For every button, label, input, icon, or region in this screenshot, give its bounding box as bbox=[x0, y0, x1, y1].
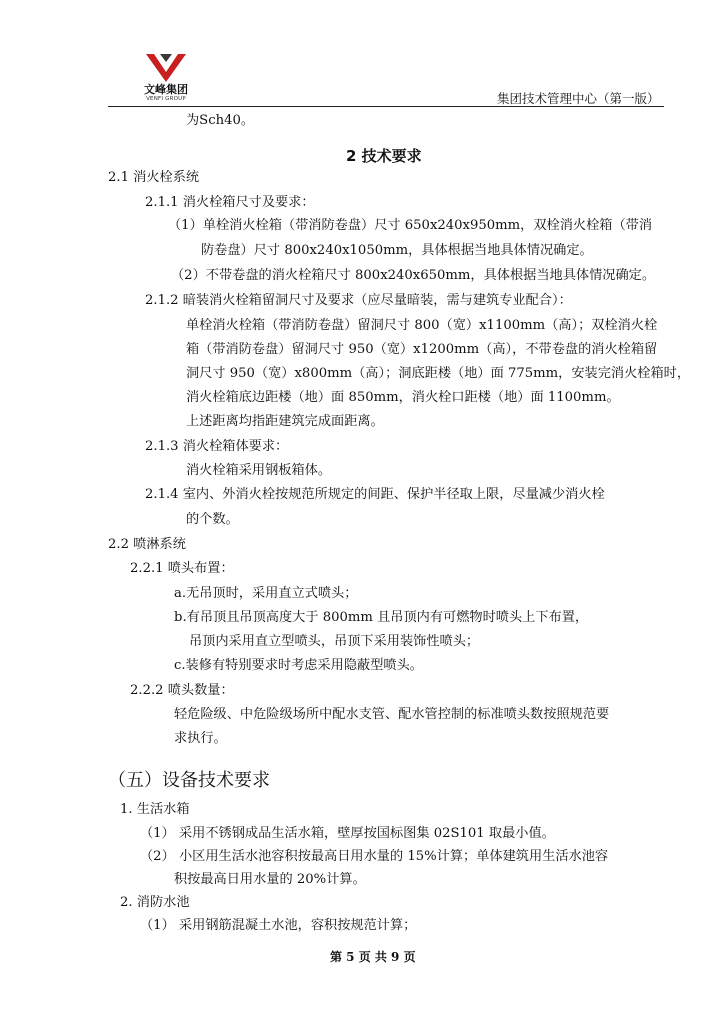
header-divider bbox=[108, 106, 664, 107]
heading-2-2-2: 2.2.2 喷头数量： bbox=[130, 683, 234, 698]
section-title: 2 技术要求 bbox=[346, 147, 422, 165]
logo-mark-icon bbox=[138, 50, 194, 86]
text-line: 吊顶内采用直立型喷头，吊顶下采用装饰性喷头； bbox=[189, 634, 480, 649]
heading-2-1-4: 2.1.4 室内、外消火栓按规范所规定的间距、保护半径取上限，尽量减少消火栓 bbox=[145, 487, 605, 502]
list-heading: 2. 消防水池 bbox=[120, 895, 190, 910]
text-line: 防卷盘）尺寸 800x240x1050mm，具体根据当地具体情况确定。 bbox=[201, 243, 593, 258]
text-line: 积按最高日用水量的 20%计算。 bbox=[174, 872, 366, 887]
text-line: （1）单栓消火栓箱（带消防卷盘）尺寸 650x240x950mm，双栓消火栓箱（带消 bbox=[168, 218, 653, 233]
heading-2-1-1: 2.1.1 消火栓箱尺寸及要求： bbox=[145, 195, 315, 210]
text-line: 消火栓箱采用钢板箱体。 bbox=[186, 463, 332, 478]
text-line: （1） 采用不锈钢成品生活水箱，壁厚按国标图集 02S101 取最小值。 bbox=[140, 826, 555, 841]
logo-text bbox=[138, 84, 194, 103]
text-line: 的个数。 bbox=[186, 512, 239, 527]
text-line: 消火栓箱底边距楼（地）面 850mm，消火栓口距楼（地）面 1100mm。 bbox=[186, 390, 620, 405]
page-number: 第 5 页 共 9 页 bbox=[330, 950, 416, 964]
heading-2-2-1: 2.2.1 喷头布置： bbox=[130, 561, 234, 576]
heading-2-1-2: 2.1.2 暗装消火栓箱留洞尺寸及要求（应尽量暗装，需与建筑专业配合）： bbox=[145, 293, 572, 308]
text-line: c.装修有特别要求时考虑采用隐蔽型喷头。 bbox=[174, 658, 423, 673]
text-line: b.有吊顶且吊顶高度大于 800mm 且吊顶内有可燃物时喷头上下布置， bbox=[174, 610, 589, 625]
header-title: 集团技术管理中心（第一版） bbox=[497, 91, 660, 106]
text-line: 上述距离均指距建筑完成面距离。 bbox=[186, 414, 384, 429]
chapter-title: （五）设备技术要求 bbox=[108, 770, 270, 791]
heading-2-2: 2.2 喷淋系统 bbox=[108, 537, 186, 552]
logo-cn: 文峰集团 bbox=[144, 83, 188, 96]
text-line: 求执行。 bbox=[174, 731, 227, 746]
text-line: （2） 小区用生活水池容积按最高日用水量的 15%计算；单体建筑用生活水池容 bbox=[140, 849, 609, 864]
text-line: 箱（带消防卷盘）留洞尺寸 950（宽）x1200mm（高），不带卷盘的消火栓箱留 bbox=[186, 342, 658, 357]
list-heading: 1. 生活水箱 bbox=[120, 802, 190, 817]
text-line: 洞尺寸 950（宽）x800mm（高）；洞底距楼（地）面 775mm，安装完消火栓箱时， bbox=[186, 366, 691, 381]
heading-2-1-3: 2.1.3 消火栓箱体要求： bbox=[145, 439, 289, 454]
text-line: 轻危险级、中危险级场所中配水支管、配水管控制的标准喷头数按照规范要 bbox=[174, 707, 610, 722]
logo-en: VENFI GROUP bbox=[146, 96, 186, 102]
text-line: a.无吊顶时，采用直立式喷头； bbox=[174, 586, 358, 601]
text-line: （2）不带卷盘的消火栓箱尺寸 800x240x650mm，具体根据当地具体情况确定。 bbox=[171, 268, 656, 283]
text-line: 为Sch40。 bbox=[186, 113, 255, 128]
heading-2-1: 2.1 消火栓系统 bbox=[108, 170, 200, 185]
text-line: 单栓消火栓箱（带消防卷盘）留洞尺寸 800（宽）x1100mm（高）；双栓消火栓 bbox=[186, 318, 658, 333]
text-line: （1） 采用钢筋混凝土水池，容积按规范计算； bbox=[140, 918, 417, 933]
